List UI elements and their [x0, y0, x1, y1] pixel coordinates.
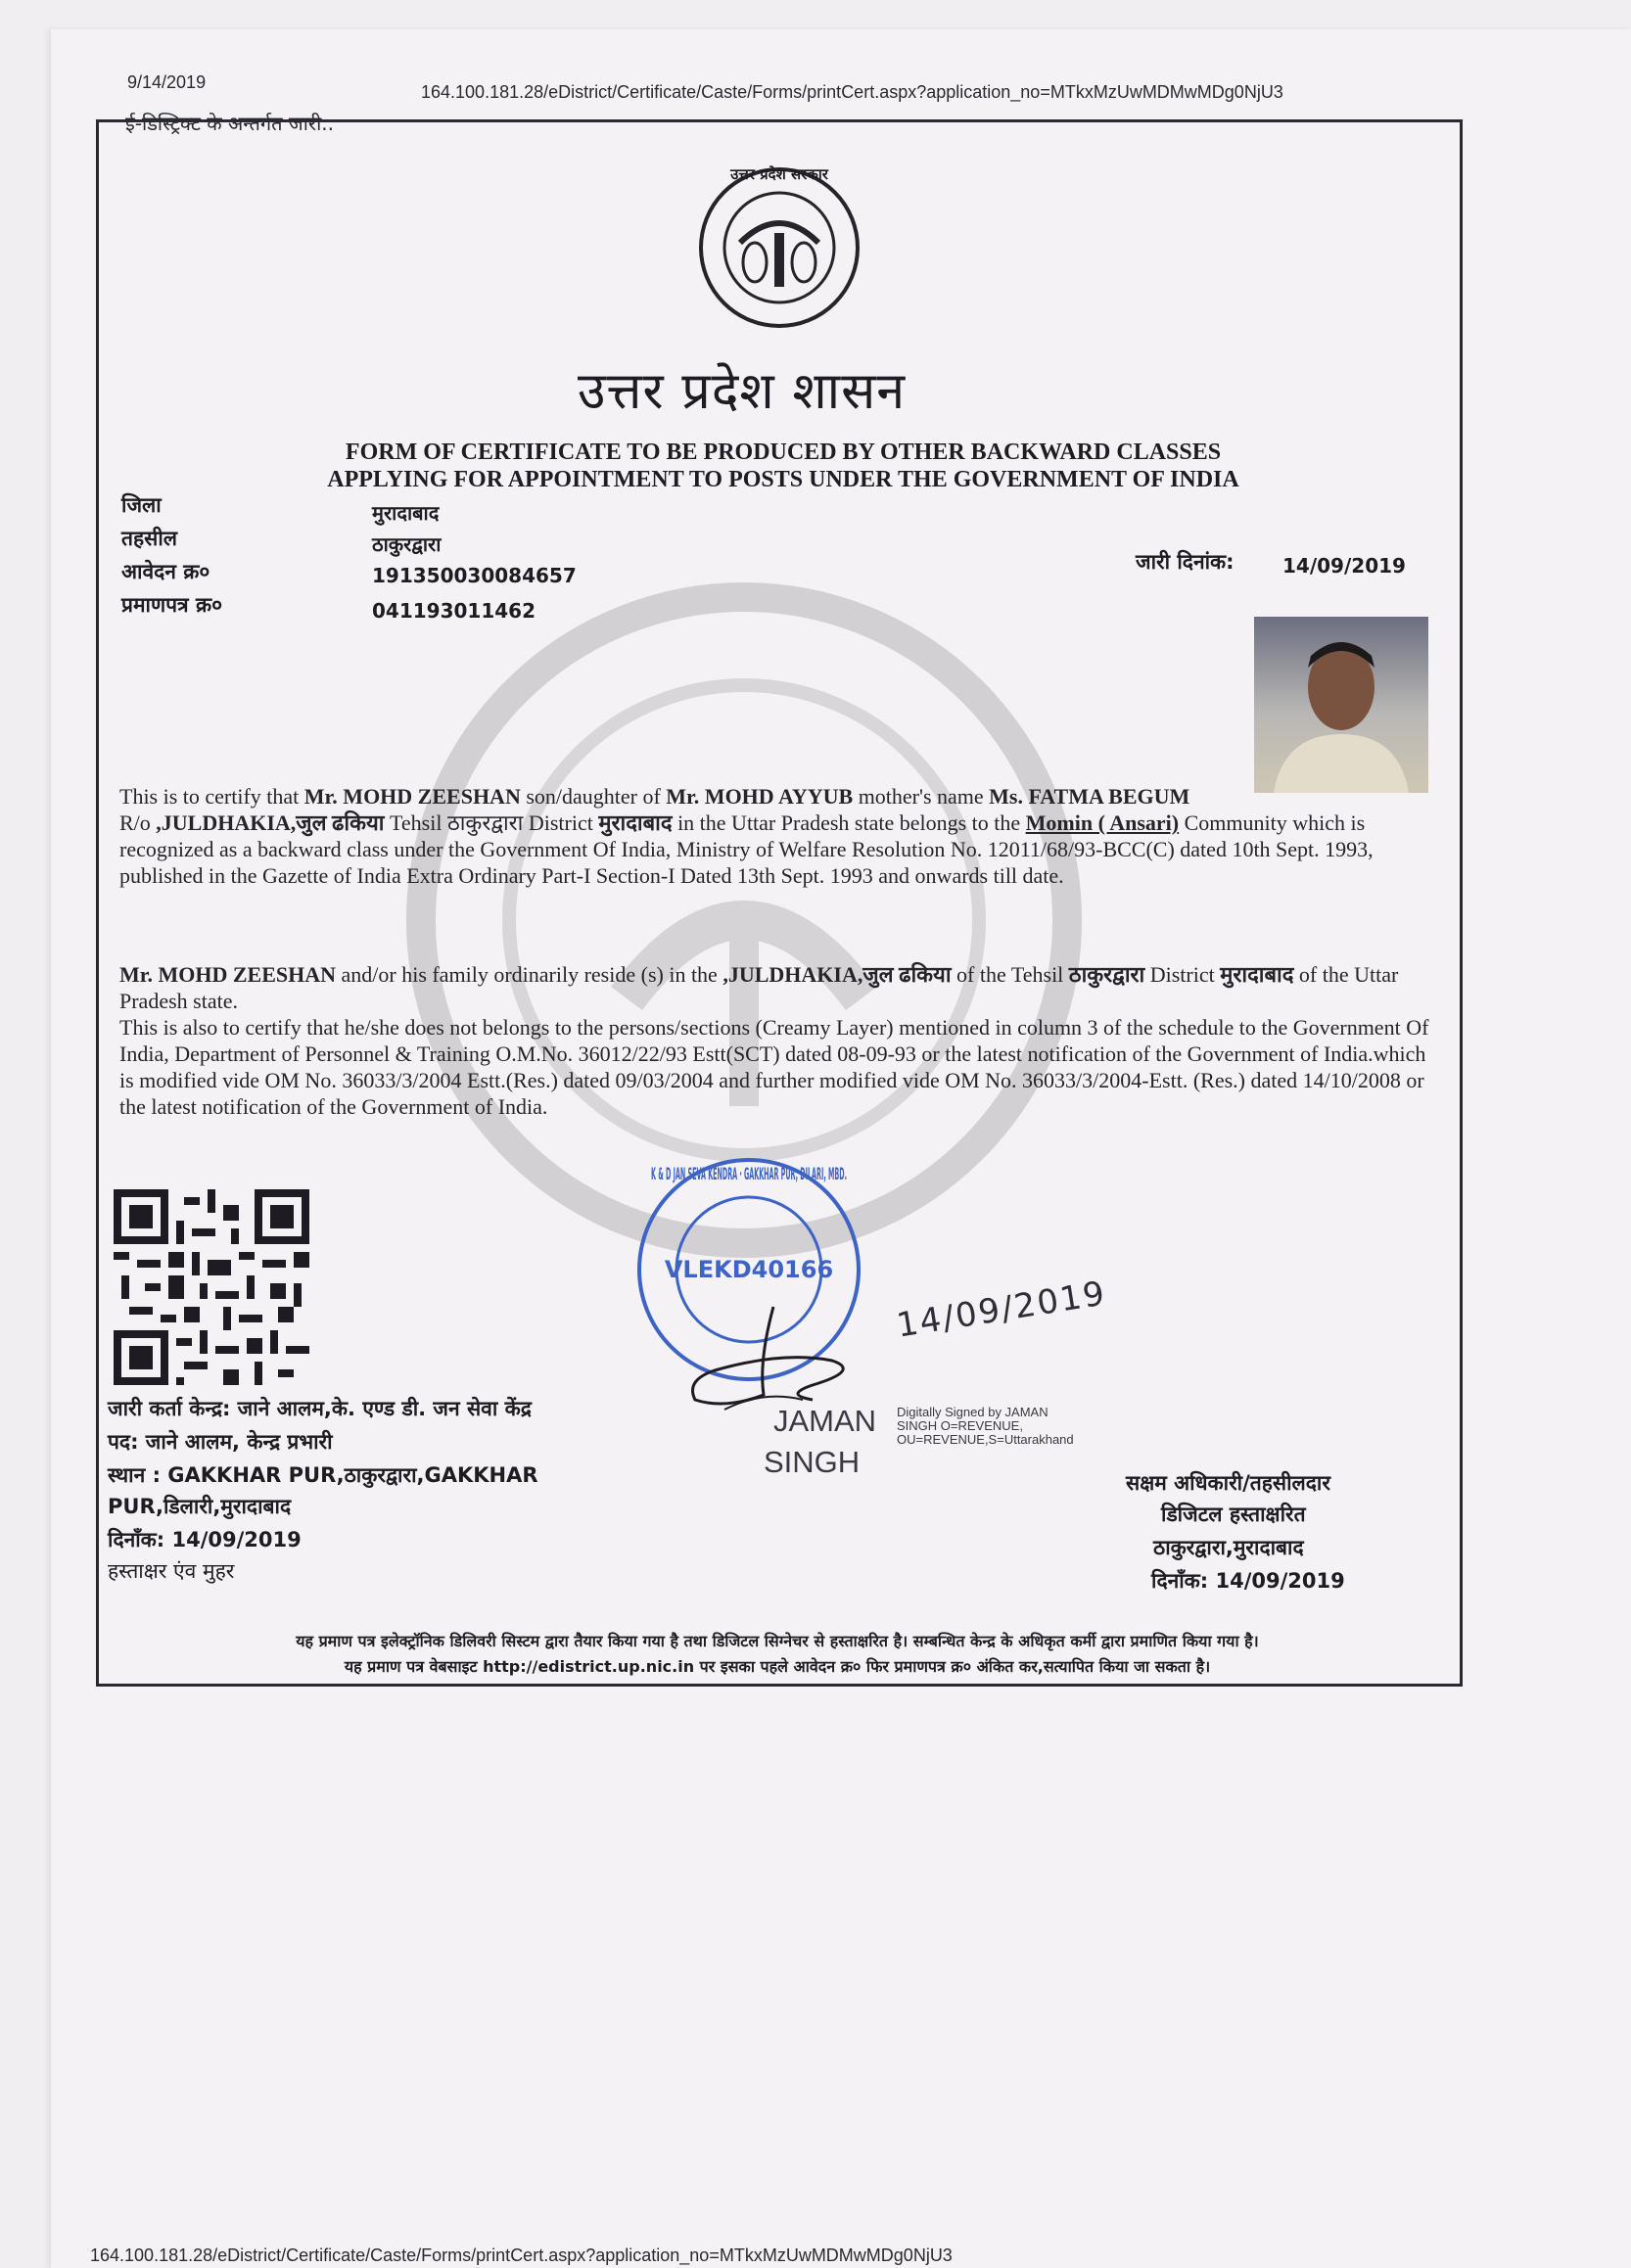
- issuer-place-line-1: स्थान : GAKKHAR PUR,ठाकुरद्वारा,GAKKHAR: [108, 1463, 538, 1487]
- handwritten-date: 14/09/2019: [894, 1273, 1109, 1346]
- issuer-post: पद: जाने आलम, केन्द्र प्रभारी: [108, 1430, 333, 1454]
- footer-note-line-2: यह प्रमाण पत्र वेबसाइट http://edistrict.up.nic.in पर इसका पहले आवेदन क्र० फिर प्रमाणपत्र क्र० अंकित कर,सत्यापित किया जा सकता है।: [344, 1657, 1211, 1676]
- print-date: 9/14/2019: [127, 72, 207, 92]
- mother-name: Ms. FATMA BEGUM: [989, 784, 1190, 809]
- certificate-paragraph-1: This is to certify that Mr. MOHD ZEESHAN son/daughter of Mr. MOHD AYYUB mother's name Ms. FATMA BEGUM R/o ,JULDHAKIA,जुल ढकिया Tehsil ठाकुरद्वारा District मुरादाबाद in the Uttar Pradesh state belongs to the Momin ( Ansari) Community which is recognized as a backward class under the Government Of India, Ministry of Welfare Resolution No. 12011/68/93-BCC(C) dated 10th Sept. 1993, published in the Gazette of India Extra Ordinary Part-I Section-I Dated 13th Sept. 1993 and onwards till date.: [119, 784, 1374, 888]
- application-number: 191350030084657: [372, 564, 577, 587]
- authority-date: दिनाँक: 14/09/2019: [1151, 1569, 1345, 1593]
- stamp-ring-text: K & D JAN SEVA KENDRA · GAKKHAR PUR, DILARI, MBD.: [651, 1165, 847, 1184]
- qr-code: [114, 1189, 309, 1385]
- issuer-sign-label: हस्ताक्षर एंव मुहर: [108, 1559, 235, 1583]
- certificate-number: 041193011462: [372, 599, 536, 623]
- certificate-paragraph-2: Mr. MOHD ZEESHAN and/or his family ordinarily reside (s) in the ,JULDHAKIA,जुल ढकिया of the Tehsil ठाकुरद्वारा District मुरादाबाद of the Uttar Pradesh state.: [119, 962, 1399, 1013]
- authority-digital: डिजिटल हस्ताक्षरित: [1161, 1503, 1306, 1526]
- signer-name-line-2: SINGH: [764, 1445, 861, 1479]
- certificate-paragraph-3: This is also to certify that he/she does not belongs to the persons/sections (Creamy Layer) mentioned in column 3 of the schedule to the Government Of India, Department of Personnel & Training O.M.No. 36012/22/93 Estt(SCT) dated 08-09-93 or the latest notification of the Government of India.which is modified vide OM No. 36033/3/2004 Estt.(Res.) dated 09/03/2004 and further modified vide OM No. 36033/3/2004-Estt. (Res.) dated 14/10/2008 or the latest notification of the Government of India.: [119, 1015, 1429, 1119]
- application-label: आवेदन क्र०: [121, 560, 210, 583]
- village-name: ,JULDHAKIA,जुल ढकिया: [156, 810, 385, 835]
- digital-signature-detail-3: OU=REVENUE,S=Uttarakhand: [897, 1432, 1074, 1447]
- issuer-place-line-2: PUR,डिलारी,मुरादाबाद: [108, 1495, 292, 1518]
- applicant-name: Mr. MOHD ZEESHAN: [303, 784, 521, 809]
- father-name: Mr. MOHD AYYUB: [666, 784, 854, 809]
- tehsil-label: तहसील: [121, 527, 177, 550]
- up-emblem-icon: [696, 164, 862, 331]
- form-title-line-2: APPLYING FOR APPOINTMENT TO POSTS UNDER THE GOVERNMENT OF INDIA: [327, 467, 1239, 492]
- edistrict-note: ई-डिस्ट्रिक्ट के अन्तर्गत जारी..: [125, 112, 334, 135]
- issuer-centre: जारी कर्ता केन्द्र: जाने आलम,के. एण्ड डी. जन सेवा केंद्र: [108, 1397, 532, 1420]
- district-value: मुरादाबाद: [372, 501, 440, 525]
- form-title-line-1: FORM OF CERTIFICATE TO BE PRODUCED BY OTHER BACKWARD CLASSES: [345, 440, 1222, 465]
- issue-date-label: जारी दिनांक:: [1136, 550, 1235, 574]
- emblem-label: उत्तर प्रदेश सरकार: [730, 165, 828, 183]
- authority-title: सक्षम अधिकारी/तहसीलदार: [1126, 1471, 1330, 1495]
- certificate-label: प्रमाणपत्र क्र०: [121, 593, 223, 617]
- footer-note-line-1: यह प्रमाण पत्र इलेक्ट्रॉनिक डिलिवरी सिस्टम द्वारा तैयार किया गया है तथा डिजिटल सिग्नेचर से हस्ताक्षरित है। सम्बन्धित केन्द्र के अधिकृत कर्मी द्वारा प्रमाणित किया गया है।: [296, 1632, 1259, 1650]
- applicant-photo: [1254, 617, 1428, 793]
- page-title: उत्तर प्रदेश शासन: [578, 362, 907, 421]
- tehsil-value: ठाकुरद्वारा: [372, 532, 442, 556]
- digital-signature-detail-2: SINGH O=REVENUE,: [897, 1418, 1023, 1433]
- district-label: जिला: [121, 493, 162, 517]
- print-url: 164.100.181.28/eDistrict/Certificate/Caste/Forms/printCert.aspx?application_no=MTkxMzUwMDMwMDg0NjU3: [421, 82, 1283, 102]
- footer-url: 164.100.181.28/eDistrict/Certificate/Caste/Forms/printCert.aspx?application_no=MTkxMzUwMDMwMDg0NjU3: [90, 2245, 953, 2265]
- issue-date-value: 14/09/2019: [1282, 554, 1406, 578]
- digital-signature-detail-1: Digitally Signed by JAMAN: [897, 1405, 1048, 1419]
- issuer-date: दिनाँक: 14/09/2019: [108, 1528, 302, 1551]
- community-name: Momin ( Ansari): [1025, 810, 1180, 835]
- signer-name-line-1: JAMAN: [773, 1404, 877, 1438]
- stamp-code: VLEKD40166: [664, 1256, 834, 1283]
- authority-place: ठाकुरद्वारा,मुरादाबाद: [1153, 1536, 1304, 1559]
